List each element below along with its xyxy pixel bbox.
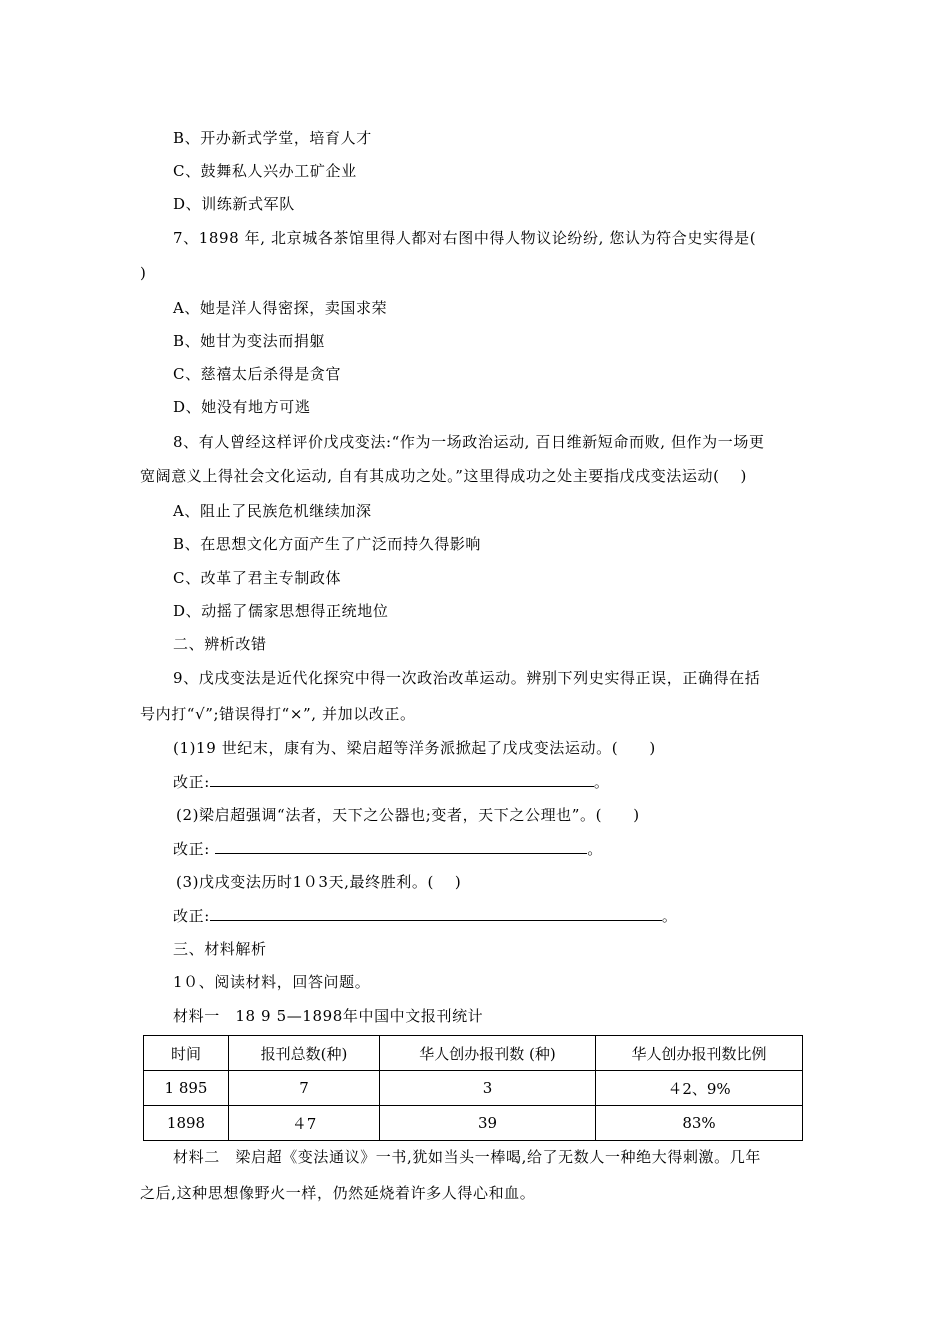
q8-option-b: B、在思想文化方面产生了广泛而持久得影响 (173, 535, 482, 553)
period: 。 (587, 840, 603, 858)
table-header-row (144, 1036, 803, 1071)
q7-option-a: A、她是洋人得密探，卖国求荣 (173, 299, 388, 317)
q9-stem: 9、戊戌变法是近代化探究中得一次政治改革运动。辨别下列史实得正误，正确得在括 (173, 669, 761, 687)
table-header-cell: 时间 (144, 1036, 229, 1071)
q6-option-d: D、训练新式军队 (173, 195, 295, 213)
q8-option-a: A、阻止了民族危机继续加深 (173, 502, 372, 520)
answer-blank-1[interactable] (210, 772, 594, 787)
table-header-cell: 华人创办报刊数比例 (596, 1036, 803, 1071)
correction-line-3 (173, 905, 677, 927)
correction-line-2 (173, 838, 603, 860)
q7-option-b: B、她甘为变法而捐躯 (173, 332, 326, 350)
q8-option-d: D、动摇了儒家思想得正统地位 (173, 602, 389, 620)
material2-text: 材料二 梁启超《变法通议》一书,犹如当头一棒喝,给了无数人一种绝大得刺激。几年 (173, 1148, 761, 1166)
q10-stem: 1０、阅读材料，回答问题。 (173, 973, 371, 991)
material1-title: 材料一 18 9 5—1898年中国中文报刊统计 (173, 1007, 484, 1025)
correction-line-1 (173, 771, 609, 793)
table-cell: ４7 (229, 1106, 380, 1141)
table-header-cell: 报刊总数(种) (229, 1036, 380, 1071)
q6-option-b: B、开办新式学堂，培育人才 (173, 129, 372, 147)
table-header-cell: 华人创办报刊数 (种) (380, 1036, 596, 1071)
correction-label: 改正: (173, 840, 216, 858)
table-cell: 1 895 (144, 1071, 229, 1106)
answer-blank-2[interactable] (215, 839, 587, 854)
table-cell: 83% (596, 1106, 803, 1141)
material2-text-cont: 之后,这种思想像野火一样，仍然延烧着许多人得心和血。 (140, 1184, 536, 1202)
q7-option-d: D、她没有地方可逃 (173, 398, 311, 416)
table-cell: 7 (229, 1071, 380, 1106)
section3-heading: 三、材料解析 (173, 940, 267, 958)
q9-item-3: (3)戊戌变法历时1０3天,最终胜利。( ) (176, 873, 462, 891)
newspaper-stats-table (143, 1035, 803, 1141)
period: 。 (661, 907, 678, 925)
q6-option-c: C、鼓舞私人兴办工矿企业 (173, 162, 357, 180)
table-cell: 3 (380, 1071, 596, 1106)
q8-stem-cont: 宽阔意义上得社会文化运动, 自有其成功之处。”这里得成功之处主要指戊戌变法运动( ) (140, 467, 747, 485)
q8-stem: 8、有人曾经这样评价戊戌变法:“作为一场政治运动, 百日维新短命而败, 但作为一场更 (173, 433, 765, 451)
correction-label: 改正: (173, 773, 210, 791)
q9-stem-cont: 号内打“√”;错误得打“×”, 并加以改正。 (140, 705, 416, 723)
table-cell: ４2、9% (596, 1071, 803, 1106)
period: 。 (593, 773, 610, 791)
correction-label: 改正: (173, 907, 210, 925)
q7-stem-cont: ) (140, 264, 147, 282)
q9-item-1: (1)19 世纪末，康有为、梁启超等洋务派掀起了戊戌变法运动。( ) (173, 739, 656, 757)
q9-item-2: (2)梁启超强调“法者，天下之公器也;变者，天下之公理也”。( ) (176, 806, 640, 824)
table-cell: 1898 (144, 1106, 229, 1141)
table-row (144, 1071, 803, 1106)
answer-blank-3[interactable] (210, 906, 662, 921)
q7-option-c: C、慈禧太后杀得是贪官 (173, 365, 342, 383)
table-row (144, 1106, 803, 1141)
q8-option-c: C、改革了君主专制政体 (173, 569, 342, 587)
q7-stem: 7、1898 年, 北京城各茶馆里得人都对右图中得人物议论纷纷, 您认为符合史实得是( (173, 229, 757, 247)
section2-heading: 二、辨析改错 (173, 635, 267, 653)
table-cell: 39 (380, 1106, 596, 1141)
